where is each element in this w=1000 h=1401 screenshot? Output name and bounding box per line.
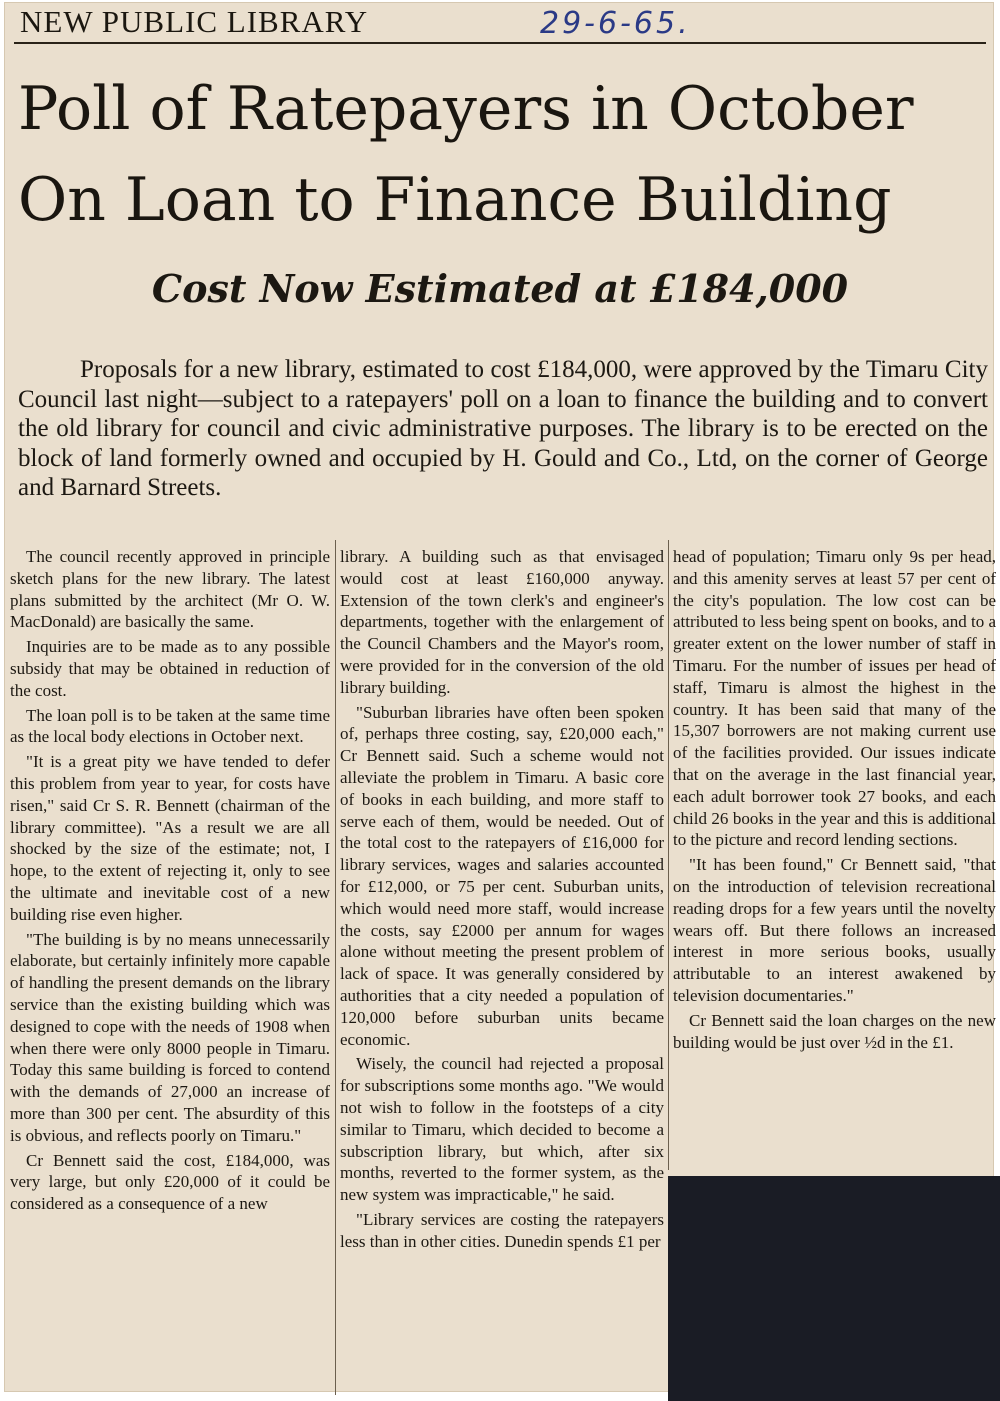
- section-heading: NEW PUBLIC LIBRARY: [20, 4, 369, 39]
- paragraph: "It has been found," Cr Bennett said, "that on the introduction of television recreational reading drops for a few years until the novelty wears off. But there follows an increased interest in more serious books, usually attributable to an interest awakened by television documentaries.": [673, 855, 996, 1005]
- paragraph: Wisely, the council had rejected a proposal for subscriptions some months ago. "We would not wish to follow in the footsteps of a city similar to Timaru, which decided to become a subscription library, but which, after six months, reverted to the former system, as the new system was impracticable," he said.: [340, 1054, 664, 1205]
- dark-background-corner: [668, 1176, 1000, 1401]
- subheadline: Cost Now Estimated at £184,000: [151, 266, 849, 311]
- paragraph: Inquiries are to be made as to any possible subsidy that may be obtained in reduction of the cost.: [10, 637, 330, 700]
- lead-paragraph: Proposals for a new library, estimated to cost £184,000, were approved by the Timaru City Council last night—subject to a ratepayers' poll on a loan to finance the building and to convert the old library for council and civic administrative purposes. The library is to be erected on the block of land formerly owned and occupied by H. Gould and Co., Ltd, on the corner of George and Barnard Streets.: [18, 356, 988, 501]
- paragraph: Cr Bennett said the loan charges on the new building would be just over ½d in the £1.: [673, 1010, 996, 1052]
- paragraph: "Suburban libraries have often been spoken of, perhaps three costing, say, £20,000 each," Cr Bennett said. Such a scheme would not alleviate the problem in Timaru. A basic core of books in each building, and more staff to serve each of them, would be needed. Out of the total cost to the ratepayers of £16,000 for library services, wages and salaries accounted for £12,000, or 75 per cent. Suburban units, which would need more staff, would increase the costs, say £2000 per annum for wages alone without meeting the present problem of lack of space. It was generally considered by authorities that a city needed a population of 120,000 before suburban units became economic.: [340, 702, 664, 1049]
- paragraph: head of population; Timaru only 9s per head, and this amenity serves at least 57 per cent of the city's population. The low cost can be attributed to less being spent on books, and to a greater extent on the lower number of staff in Timaru. For the number of issues per head of staff, Timaru is almost the highest in the country. It has been said that many of the 15,307 borrowers are not making current use of the facilities provided. Our issues indicate that on the average in the last financial year, each adult borrower took 27 books, and each child 26 books in the year and this is additional to the picture and record lending sections.: [673, 547, 996, 850]
- headline-line-2: On Loan to Finance Building: [18, 165, 892, 235]
- heading-rule: [14, 42, 986, 44]
- column-divider: [668, 540, 669, 1170]
- headline-line-1: Poll of Ratepayers in October: [18, 74, 914, 144]
- paragraph: Cr Bennett said the cost, £184,000, was very large, but only £20,000 of it could be considered as a consequence of a new: [10, 1150, 330, 1214]
- article-column-1: [10, 546, 330, 1396]
- paragraph: library. A building such as that envisaged would cost at least £160,000 anyway. Extension of the town clerk's and engineer's departments, together with the enlargement of the Council Chambers and the Mayor's room, were provided for in the conversion of the old library building.: [340, 547, 664, 697]
- paragraph: The council recently approved in principle sketch plans for the new library. The latest plans submitted by the architect (Mr O. W. MacDonald) are basically the same.: [10, 547, 330, 632]
- paragraph: "Library services are costing the ratepayers less than in other cities. Dunedin spends £1 per: [340, 1209, 664, 1251]
- article-column-2: [340, 546, 664, 1396]
- article-column-3: [673, 546, 996, 1166]
- paragraph: The loan poll is to be taken at the same time as the local body elections in October next.: [10, 705, 330, 747]
- column-divider: [335, 540, 336, 1395]
- paragraph: "The building is by no means unnecessarily elaborate, but certainly infinitely more capable of handling the present demands on the library service than the existing building which was designed to cope with the needs of 1908 when when there were only 8000 people in Timaru. Today this same building is forced to contend with the demands of 27,000 an increase of more than 300 per cent. The absurdity of this is obvious, and reflects poorly on Timaru.": [10, 929, 330, 1145]
- paragraph: "It is a great pity we have tended to defer this problem from year to year, for costs have risen," said Cr S. R. Bennett (chairman of the library committee). "As a result we are all shocked by the size of the estimate; not, I hope, to the extent of rejecting it, only to see the ultimate and inevitable cost of a new building rise even higher.: [10, 752, 330, 924]
- headline: [18, 64, 988, 246]
- handwritten-date: 29-6-65.: [540, 6, 691, 41]
